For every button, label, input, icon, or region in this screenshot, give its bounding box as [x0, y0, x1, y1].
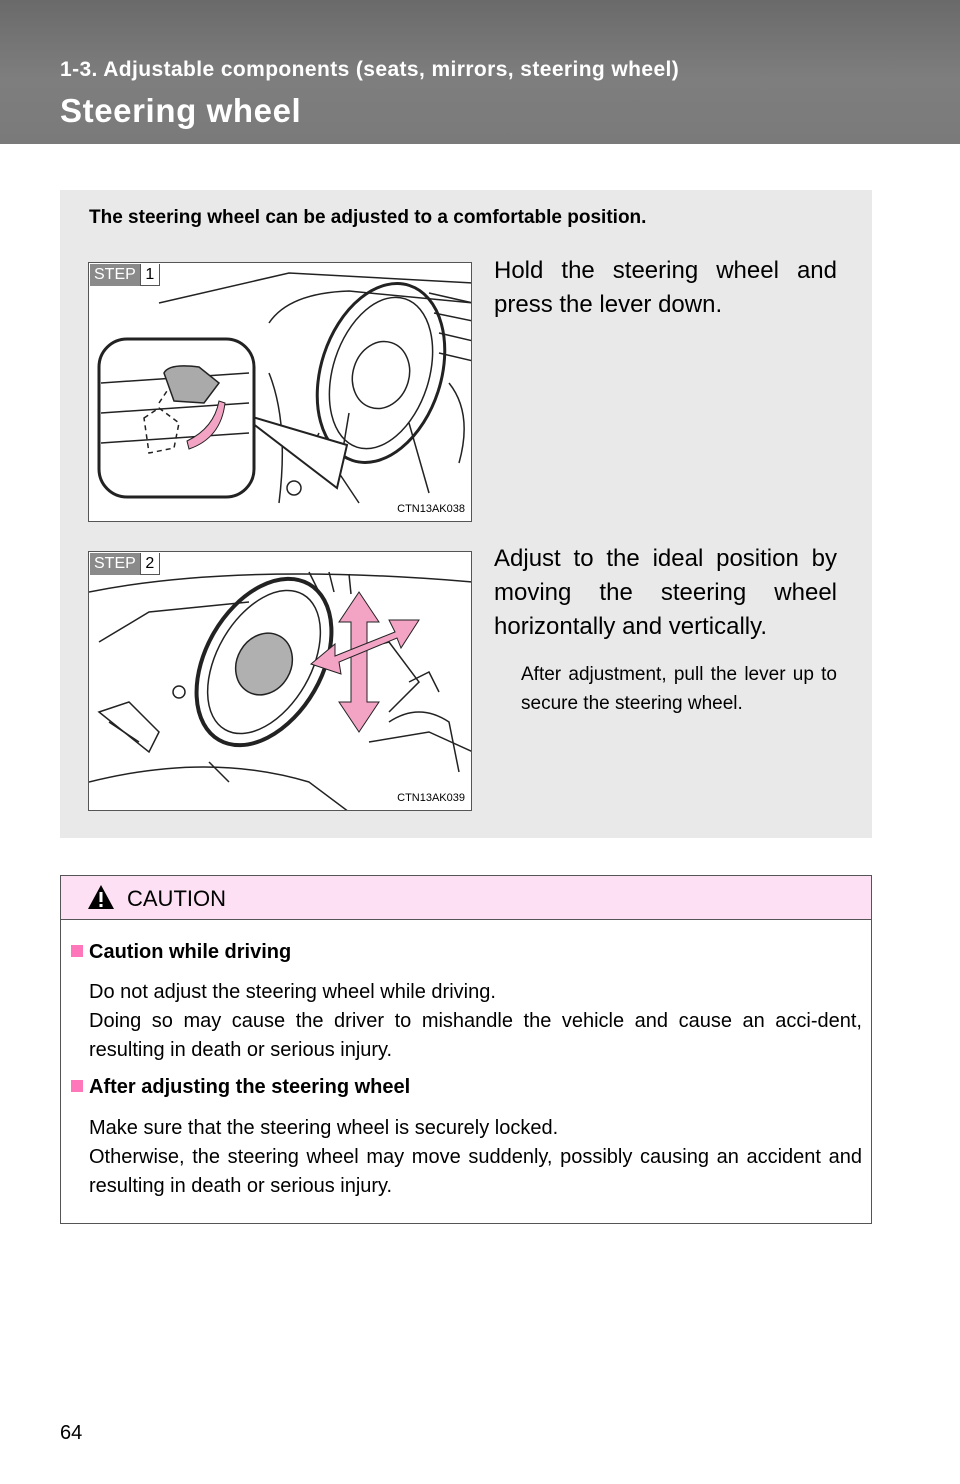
bullet-square-icon: [71, 945, 83, 957]
step-2-note: After adjustment, pull the lever up to secure the steering wheel.: [521, 664, 837, 714]
step-1-text: Hold the steering wheel and press the lever down.: [494, 257, 837, 318]
caution-heading: After adjusting the steering wheel: [71, 1076, 410, 1099]
step-2-illustration: [88, 551, 472, 811]
step-number: 1: [140, 264, 160, 286]
step-2-text: Adjust to the ideal position by moving the steering wheel horizontally and vertically.: [494, 545, 837, 640]
caution-text: Make sure that the steering wheel is securely locked. Otherwise, the steering wheel may move suddenly, possibly causing an accident and resulting in death or serious injury.: [89, 1117, 862, 1197]
steering-lever-drawing: [89, 263, 472, 522]
page-header: [0, 0, 960, 144]
step-1-badge: [90, 264, 160, 286]
figure-code: CTN13AK039: [397, 792, 465, 804]
step-1-illustration: [88, 262, 472, 522]
intro-text: The steering wheel can be adjusted to a comfortable position.: [89, 207, 647, 228]
caution-text: Do not adjust the steering wheel while driving. Doing so may cause the driver to mishandle the vehicle and cause an acci-dent, resulting in death or serious injury.: [89, 981, 862, 1061]
steering-adjust-drawing: [89, 552, 472, 811]
caution-title: CAUTION: [127, 886, 226, 911]
figure-code: CTN13AK038: [397, 503, 465, 515]
page-number: 64: [60, 1422, 83, 1444]
caution-box: [60, 875, 872, 1224]
step-label: STEP: [90, 553, 140, 575]
step-2-badge: [90, 553, 160, 575]
section-title: 1-3. Adjustable components (seats, mirrors, steering wheel): [60, 58, 680, 81]
bullet-square-icon: [71, 1080, 83, 1092]
caution-header: [61, 876, 871, 920]
step-number: 2: [140, 553, 160, 575]
caution-heading: Caution while driving: [71, 941, 291, 964]
warning-triangle-icon: [87, 884, 115, 910]
page-title: Steering wheel: [60, 92, 302, 129]
step-label: STEP: [90, 264, 140, 286]
